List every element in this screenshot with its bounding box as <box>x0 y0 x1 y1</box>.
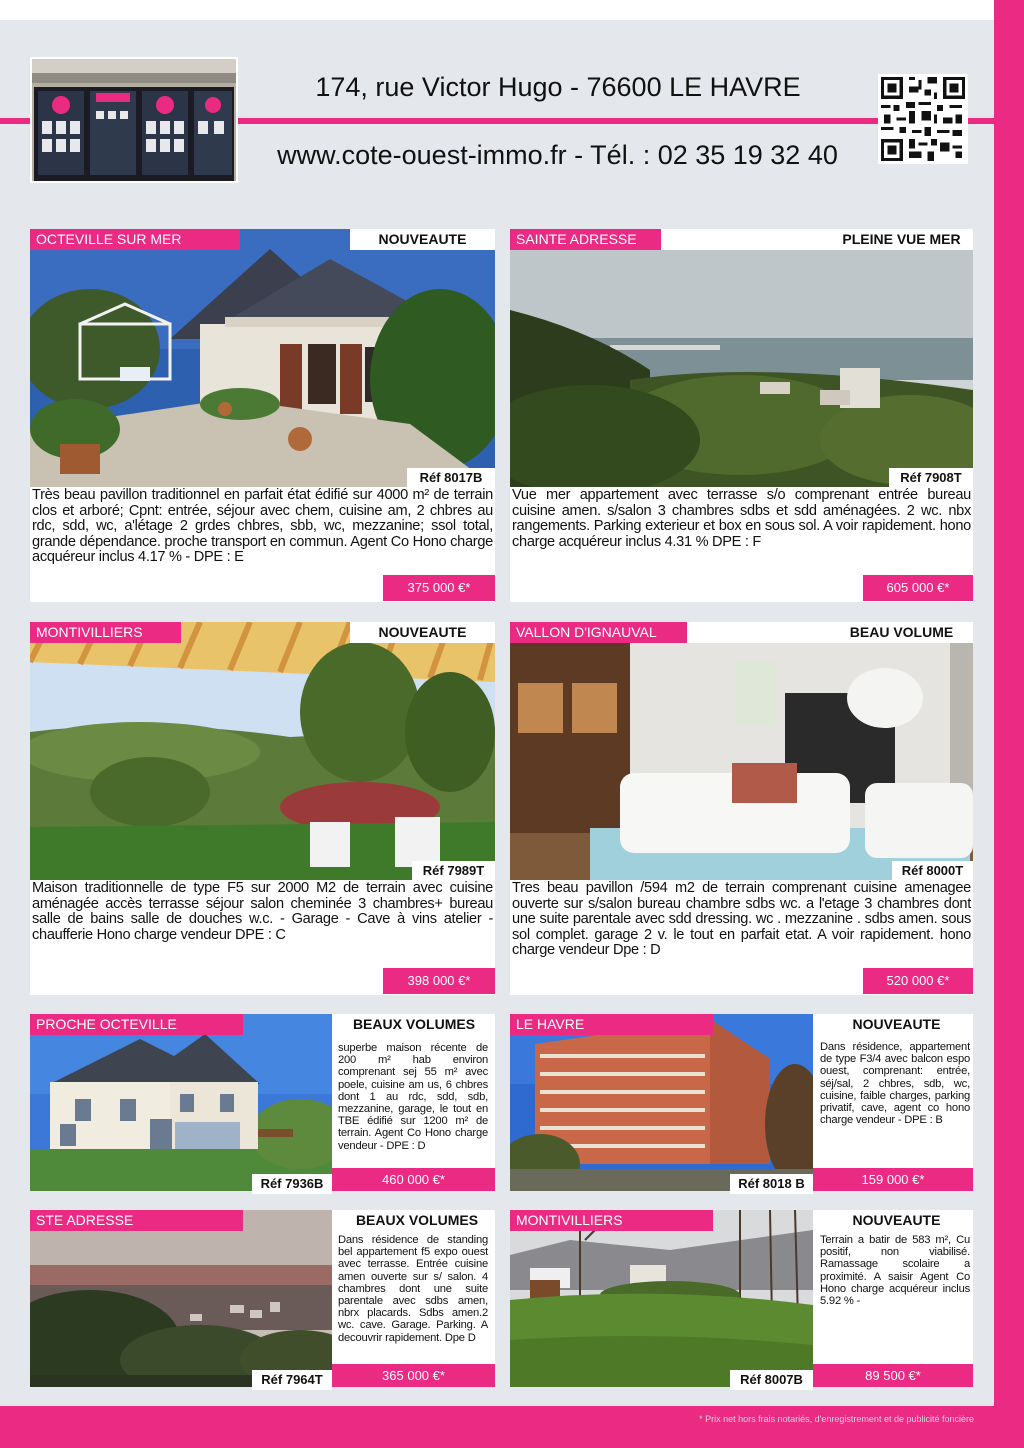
listing-price: 398 000 €* <box>383 968 495 994</box>
qr-code-icon[interactable] <box>878 74 968 164</box>
listing-photo <box>30 622 495 880</box>
listing-reference: Réf 7989T <box>412 861 495 881</box>
listing-tag: NOUVEAUTE <box>350 622 495 643</box>
listing-reference: Réf 8000T <box>892 861 973 881</box>
listing-price: 605 000 €* <box>863 575 973 601</box>
price-footnote: * Prix net hors frais notariés, d'enregistrement et de publicité foncière <box>699 1414 974 1424</box>
listing-photo <box>510 250 973 487</box>
listing-description: Dans résidence, appartement de type F3/4 avec balcon espo ouest, comprenant: entrée, séj/sal, 2 chbres, sdb, wc, cuisine, faible charges, parking privatif, cave, agent co hono charge vendeur - DPE : B <box>820 1041 970 1127</box>
listing-reference: Réf 8018 B <box>730 1174 813 1194</box>
agency-contact[interactable]: www.cote-ouest-immo.fr - Tél. : 02 35 19 32 40 <box>277 140 838 170</box>
listing-description: Maison traditionnelle de type F5 sur 2000 M2 de terrain avec cuisine aménagée accès terrasse séjour salon cheminée 3 chambres+ bureau salle de bains salle de douches w.c. - Garage - Cave à vins atelier - chaufferie Hono charge vendeur DPE : C <box>32 880 493 943</box>
listing-location: MONTIVILLIERS <box>30 622 181 643</box>
listing-reference: Réf 8007B <box>730 1370 813 1390</box>
listing-description: Dans résidence de standing bel appartement f5 expo ouest avec terrasse. Entrée cuisine amen ouverte sur s/ salon. 4 chambres dont une suite parentale avec sdbs amen, nbrx placards. Sdbs amen.2 wc. cave. Garage. Parking. A decouvrir rapidement. Dpe D <box>338 1234 488 1344</box>
listing-tag: NOUVEAUTE <box>820 1014 973 1035</box>
header-rule-middle <box>238 118 878 124</box>
listing-reference: Réf 7908T <box>889 468 973 488</box>
listing-description: Terrain a batir de 583 m², Cu positif, non viabilisé. Ramassage scolaire a proximité. A saisir Agent Co Hono charge acquéreur inclus 5.92 % - <box>820 1234 970 1308</box>
listing-reference: Réf 7964T <box>252 1370 332 1390</box>
listing-tag: NOUVEAUTE <box>820 1210 973 1231</box>
listing-description: Vue mer appartement avec terrasse s/o comprenant entrée bureau cuisine amen. s/salon 3 chambres sdbs et sdd aménagées. 2 wc. nbx rangements. Parking exterieur et box en sous sol. A voir rapidement. hono charge acquéreur inclus 4.31 % DPE : F <box>512 487 971 550</box>
listing-photo <box>30 1014 332 1191</box>
listing-photo <box>30 1210 332 1387</box>
listing-description: Très beau pavillon traditionnel en parfait état édifié sur 4000 m² de terrain clos et arboré; Cpnt: entrée, séjour avec chem, cuisine am, 2 chbres au rdc, sdd, wc, a'létage 2 grdes chbres, sbb, wc, mezzanine; ssol total, grande dépendance. proche transport en commun. Agent Co Hono charge acquéreur inclus 4.17 % - DPE : E <box>32 487 493 566</box>
listing-reference: Réf 8017B <box>407 468 495 488</box>
listing-photo <box>30 229 495 487</box>
listing-price: 89 500 €* <box>813 1364 973 1387</box>
agency-shopfront-photo <box>30 57 238 183</box>
header-rule-right <box>968 118 994 124</box>
listing-location: SAINTE ADRESSE <box>510 229 661 250</box>
listing-location: STE ADRESSE <box>30 1210 243 1231</box>
listing-card[interactable] <box>30 229 495 602</box>
listing-photo <box>510 643 973 880</box>
listing-reference: Réf 7936B <box>252 1174 332 1194</box>
page-right-band <box>994 0 1024 1448</box>
listing-card[interactable] <box>30 1210 495 1387</box>
page-top-band <box>0 0 1024 20</box>
listing-description: Tres beau pavillon /594 m2 de terrain comprenant cuisine amenagee ouverte sur s/salon bureau chambre sdbs wc. a l'etage 3 chambres dont une suite parentale avec sdd dressing. wc . mezzanine . sdbs amen. sous sol complet. garage 2 v. le tout en parfait etat. A voir rapidement. hono charge vendeur Dpe : D <box>512 880 971 959</box>
listing-location: VALLON D'IGNAUVAL <box>510 622 687 643</box>
listing-description: superbe maison récente de 200 m² hab environ comprenant sej 55 m² avec poele, cuisine am us, 6 chbres dont 1 au rdc, sdd, sdb, mezzanine, garage, le tout en TBE édifié sur 1200 m² de terrain. Agent Co Hono charge vendeur - DPE : D <box>338 1042 488 1152</box>
listing-tag: BEAU VOLUME <box>830 622 973 643</box>
agency-address: 174, rue Victor Hugo - 76600 LE HAVRE <box>315 72 801 102</box>
listing-price: 375 000 €* <box>383 575 495 601</box>
listing-tag: PLEINE VUE MER <box>830 229 973 250</box>
listing-price: 365 000 €* <box>332 1364 495 1387</box>
listing-photo <box>510 1014 813 1191</box>
header-rule-left <box>0 118 30 124</box>
listing-card[interactable] <box>510 1014 973 1191</box>
listing-tag: BEAUX VOLUMES <box>339 1210 495 1231</box>
listing-tag: NOUVEAUTE <box>350 229 495 250</box>
listing-card[interactable] <box>510 229 973 602</box>
listing-price: 159 000 €* <box>813 1168 973 1191</box>
listing-location: PROCHE OCTEVILLE <box>30 1014 243 1035</box>
listing-location: MONTIVILLIERS <box>510 1210 713 1231</box>
listing-card[interactable] <box>30 1014 495 1191</box>
page-bottom-band <box>0 1406 1024 1448</box>
listing-card[interactable] <box>510 622 973 995</box>
listing-price: 460 000 €* <box>332 1168 495 1191</box>
listing-card[interactable] <box>30 622 495 995</box>
listing-location: OCTEVILLE SUR MER <box>30 229 240 250</box>
listing-card[interactable] <box>510 1210 973 1387</box>
listing-location: LE HAVRE <box>510 1014 713 1035</box>
listing-photo <box>510 1210 813 1387</box>
listing-tag: BEAUX VOLUMES <box>339 1014 489 1035</box>
listing-price: 520 000 €* <box>863 968 973 994</box>
